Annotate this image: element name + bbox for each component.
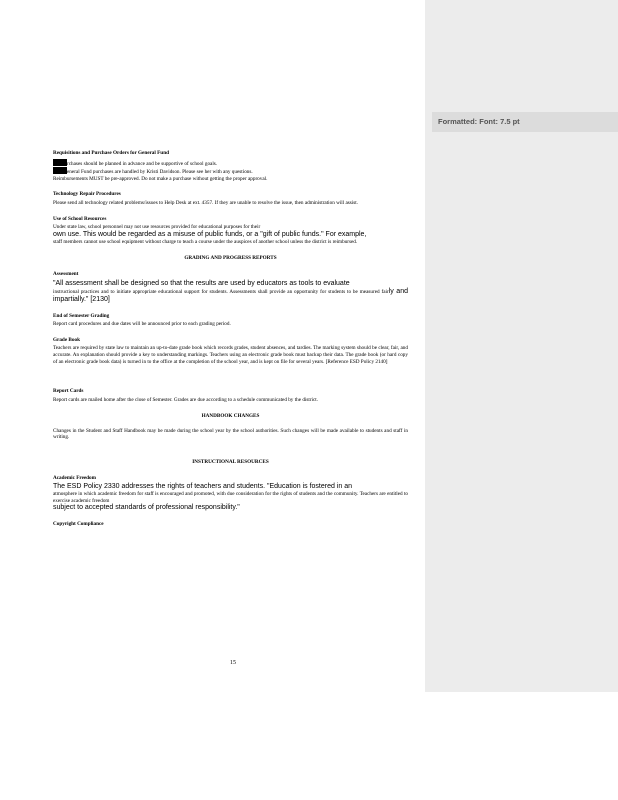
paragraph-requisitions: rchases should be planned in advance and be supportive of school goals. eneral Fund purchases are handled by Kristi Davidson. Please see her with any questions. Reimbursements MUST be pre-approved. Do not make a purchase without getting the proper approval.: [53, 160, 268, 182]
heading-use-of-resources: Use of School Resources: [53, 215, 107, 222]
heading-academic-freedom: Academic Freedom: [53, 474, 96, 481]
section-title-instructional: INSTRUCTIONAL RESOURCES: [192, 459, 269, 466]
section-title-grading: GRADING AND PROGRESS REPORTS: [184, 255, 277, 262]
heading-report-cards: Report Cards: [53, 388, 84, 395]
page-number: 15: [230, 660, 236, 666]
paragraph-handbook: Changes in the Student and Staff Handbook may be made during the school year by the school authorities. Such changes will be made available to students and staff in writing.: [53, 427, 408, 441]
paragraph-technology: Please send all technology related problems/issues to Help Desk at ext. 4357. If they are unable to resolve the issue, then administration will assist.: [53, 199, 358, 206]
heading-requisitions: Requisitions and Purchase Orders for General Fund: [53, 150, 169, 156]
paragraph-end-of-semester: Report card procedures and due dates will be announced prior to each grading period.: [53, 321, 231, 328]
paragraph-report-cards: Report cards are mailed home after the close of Semester. Grades are due according to a schedule communicated by the district.: [53, 396, 319, 403]
comment-pane: [425, 0, 618, 692]
paragraph-use-of-resources: Under state law, school personnel may not use resources provided for educational purposes for their own use. This would be regarded as a misuse of public funds, or a "gift of public funds." For example, staff members cannot use school equipment without charge to teach a course under the auspices of another school unless the district is reimbursed.: [53, 224, 367, 245]
page-content: [53, 150, 408, 530]
paragraph-assessment: "All assessment shall be designed so that the results are used by educators as tools to evaluate instructional practices and to initiate appropriate educational support for students. Assessments shall provide an opportunity for students to be measured fairly and impartially." [2130]: [53, 279, 408, 303]
formatting-comment[interactable]: Formatted: Font: 7.5 pt: [432, 112, 618, 132]
heading-assessment: Assessment: [53, 270, 79, 277]
heading-end-of-semester: End of Semester Grading: [53, 312, 110, 319]
paragraph-academic-freedom: The ESD Policy 2330 addresses the rights of teachers and students. "Education is fostered in an atmosphere in which academic freedom for staff is encouraged and promoted, with due consideration for the rights of students and the community. Teachers are entitled to exercise academic freedom subject to accepted standards of professional responsibility.": [53, 483, 408, 512]
heading-copyright: Copyright Compliance: [53, 521, 104, 528]
paragraph-grade-book: Teachers are required by state law to maintain an up-to-date grade book which records grades, student absences, and tardies. The marking system should be clear, fair, and accurate. An explanation should provide a key to understanding markings. Teachers using an electronic grade book must backup their data. The grade book (or hard copy of an electronic grade book data) is turned in to the office at the completion of the school year, and is kept on file for several years. [Reference ESD Policy 2140]: [53, 345, 408, 365]
section-title-handbook: HANDBOOK CHANGES: [201, 413, 260, 420]
redaction-block: [53, 159, 67, 166]
redaction-block: [53, 167, 67, 174]
heading-grade-book: Grade Book: [53, 336, 80, 343]
heading-technology: Technology Repair Procedures: [53, 191, 121, 198]
